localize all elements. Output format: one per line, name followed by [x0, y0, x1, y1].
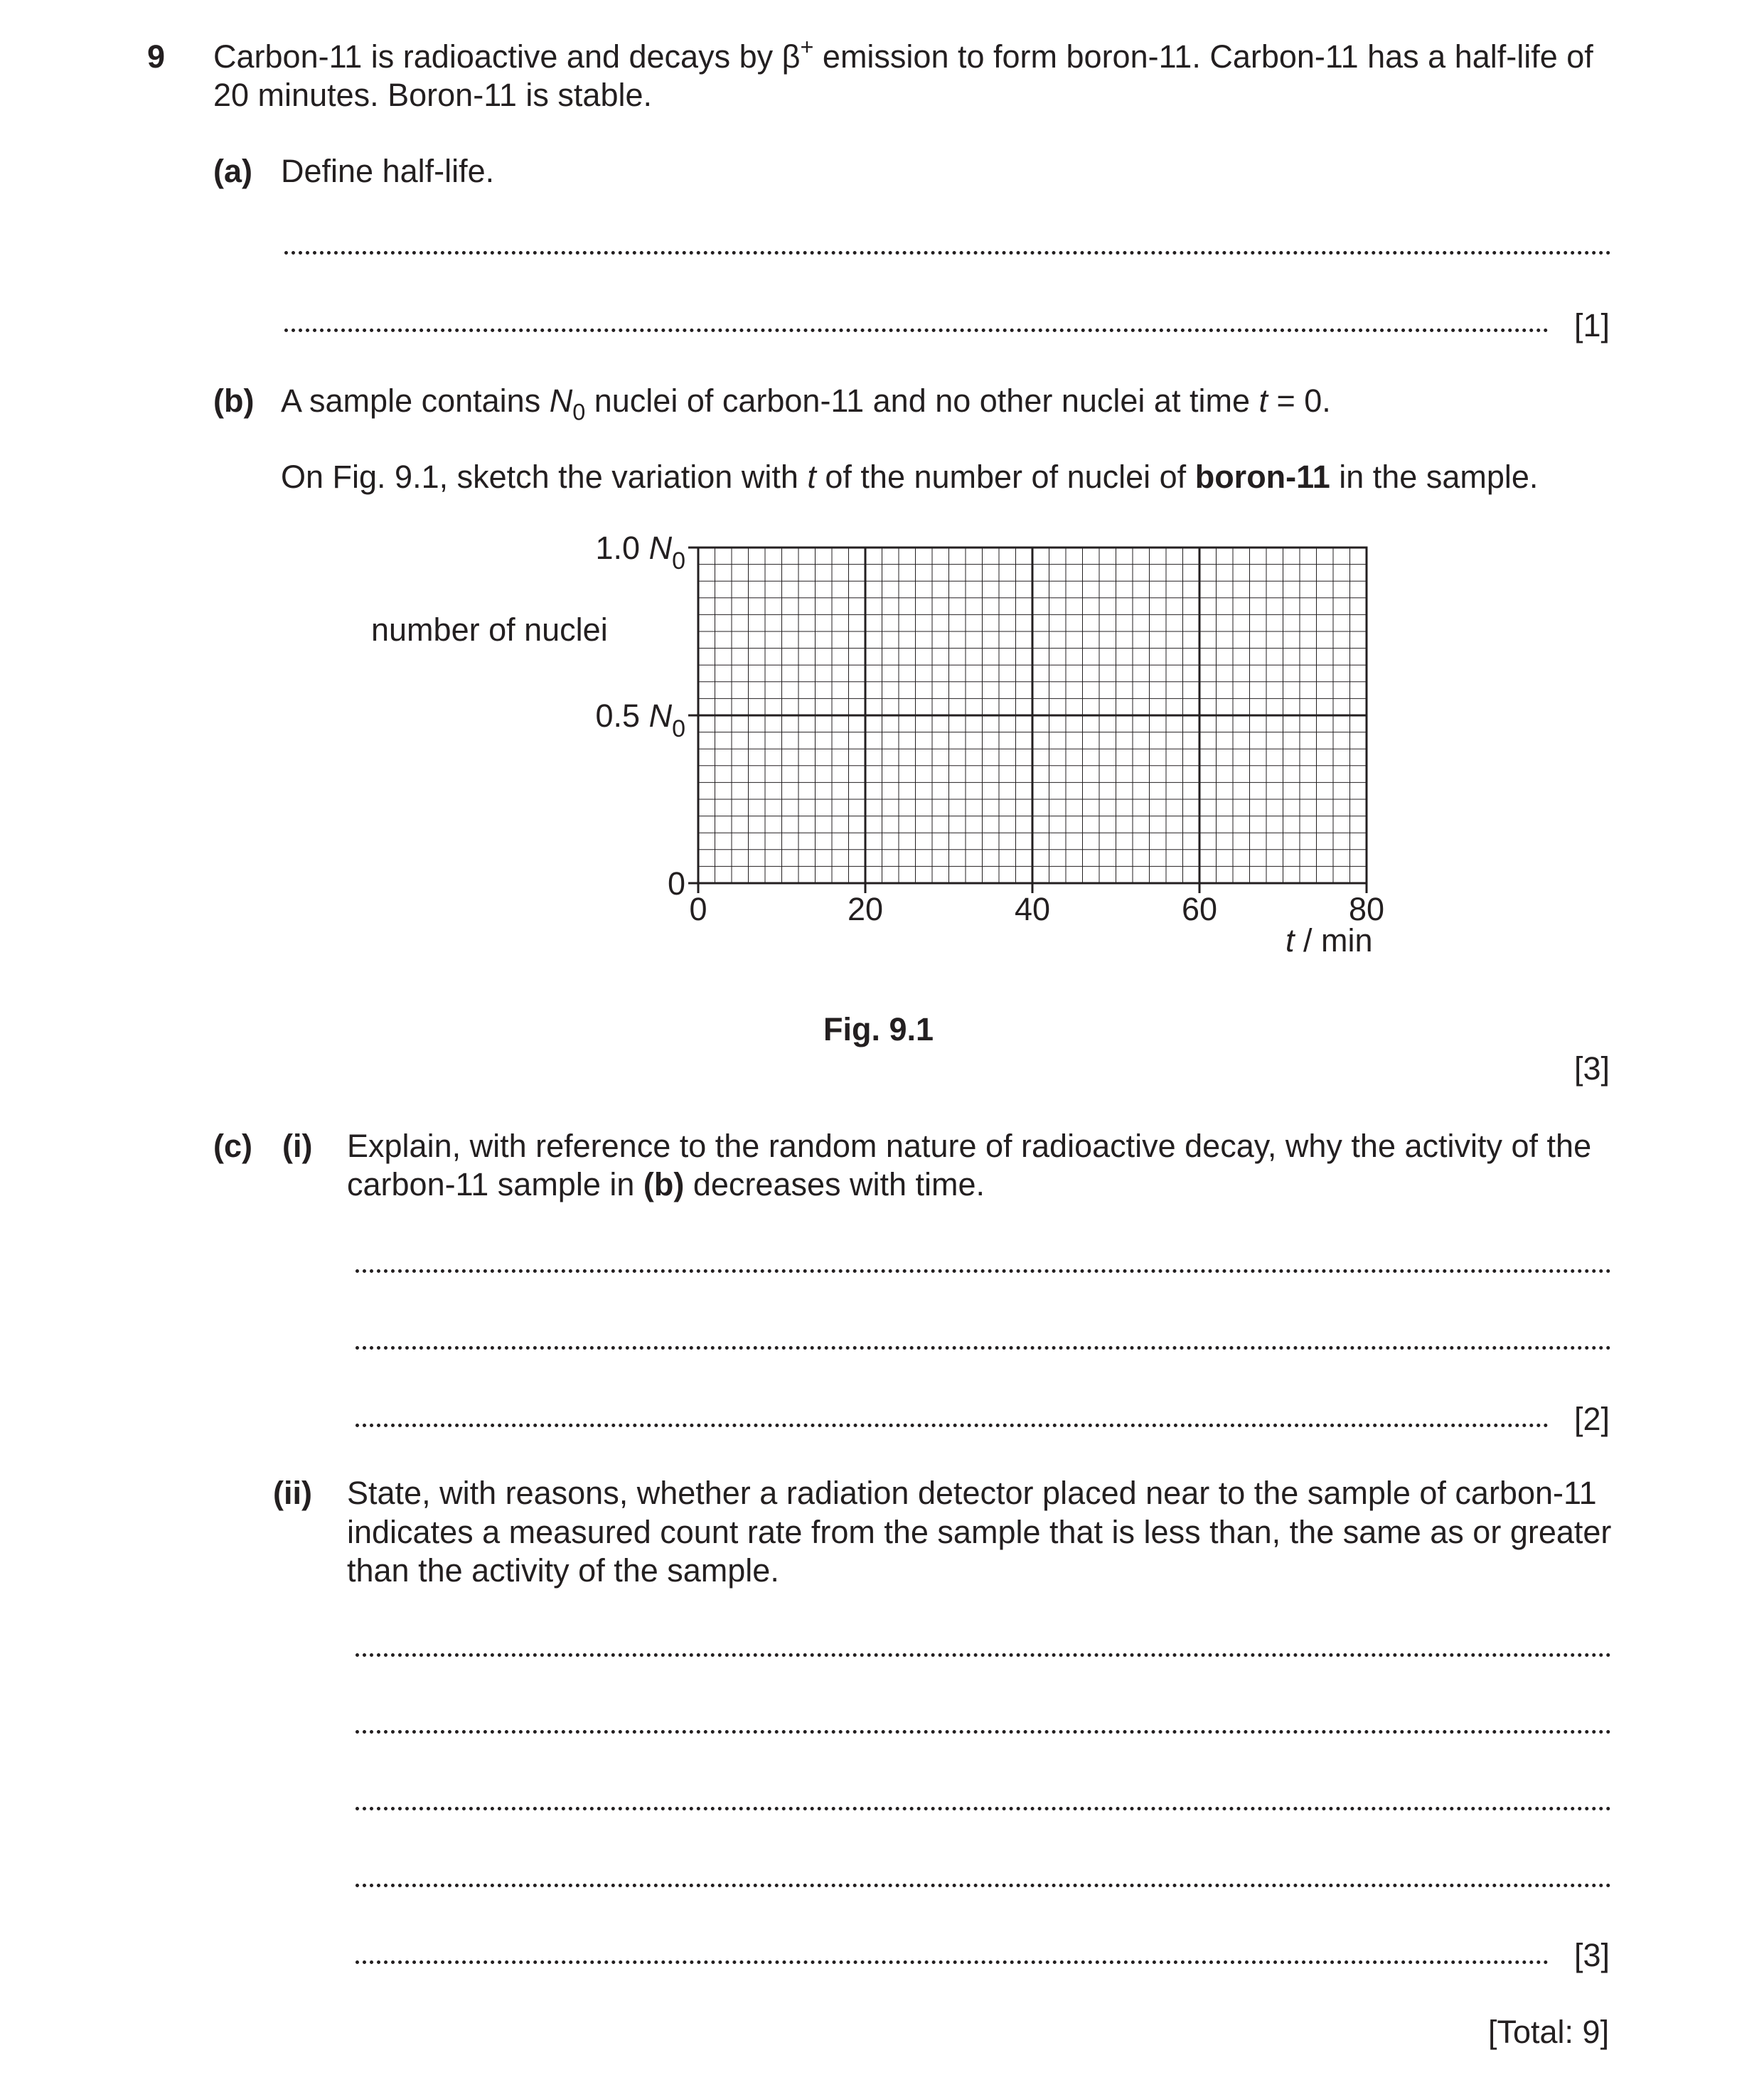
part-c-label: (c): [213, 1128, 252, 1164]
part-b-label: (b): [213, 383, 255, 419]
part-b-line2-b: of the number of nuclei of: [816, 459, 1195, 495]
intro-text-b: emission to form boron-11. Carbon-11 has a half-life of: [813, 38, 1593, 75]
part-a-prompt: Define half-life.: [281, 153, 495, 189]
part-b-line2-a: On Fig. 9.1, sketch the variation with: [281, 459, 808, 495]
part-c-i-label: (i): [282, 1128, 313, 1164]
answer-line-ci3[interactable]: [356, 1424, 1549, 1427]
fig-9-1-graph[interactable]: [0, 0, 1764, 996]
intro-text-a: Carbon-11 is radioactive and decays by β: [213, 38, 801, 75]
part-c-ii-line2: indicates a measured count rate from the sample that is less than, the same as or greater: [347, 1514, 1612, 1550]
figure-caption: Fig. 9.1: [823, 1011, 934, 1047]
boron-11-bold: boron-11: [1194, 459, 1330, 495]
t-symbol-2: t: [807, 459, 816, 495]
part-b-text-b: nuclei of carbon-11 and no other nuclei at time: [585, 383, 1259, 419]
t-symbol: t: [1258, 383, 1268, 419]
part-b-line2-c: in the sample.: [1330, 459, 1539, 495]
x-tick-label: 0: [689, 891, 707, 927]
y-tick-label: 0.5 $N_0$: [595, 698, 685, 742]
part-c-ii-line1: State, with reasons, whether a radiation detector placed near to the sample of carbon-11: [347, 1475, 1597, 1511]
answer-line-cii5[interactable]: [356, 1960, 1549, 1964]
part-c-ii-line3: than the activity of the sample.: [347, 1552, 779, 1589]
answer-line-ci2[interactable]: [356, 1346, 1611, 1350]
part-c-i-line2-b: decreases with time.: [684, 1166, 985, 1202]
part-c-i-ref-b: (b): [643, 1166, 685, 1202]
question-number: 9: [147, 38, 166, 75]
total-marks: [Total: 9]: [1488, 2014, 1610, 2050]
x-tick-label: 40: [1014, 891, 1051, 927]
part-c-i-line1: Explain, with reference to the random nature of radioactive decay, why the activity of the: [347, 1128, 1592, 1164]
part-c-i-marks: [2]: [1574, 1401, 1610, 1437]
y-tick-label: 0: [667, 865, 685, 902]
answer-line-cii3[interactable]: [356, 1807, 1611, 1810]
n-zero-subscript: 0: [572, 399, 586, 425]
beta-plus-sup: +: [800, 34, 814, 60]
part-a-marks: [1]: [1574, 307, 1610, 343]
x-tick-label: 80: [1348, 891, 1385, 927]
part-b-text-a: A sample contains: [281, 383, 550, 419]
part-b-marks: [3]: [1574, 1050, 1610, 1087]
x-tick-label: 60: [1181, 891, 1218, 927]
y-axis-label: number of nuclei: [371, 612, 608, 648]
part-c-ii-label: (ii): [273, 1475, 312, 1511]
question-intro-line2: 20 minutes. Boron-11 is stable.: [213, 77, 652, 113]
n-zero-symbol: N: [549, 383, 573, 419]
y-tick-label: 1.0 $N_0$: [595, 530, 685, 575]
x-tick-label: 20: [847, 891, 884, 927]
answer-line-cii2[interactable]: [356, 1730, 1611, 1734]
answer-line-ci1[interactable]: [356, 1269, 1611, 1273]
answer-line-cii1[interactable]: [356, 1653, 1611, 1657]
part-b-text-c: = 0.: [1268, 383, 1331, 419]
x-axis-label: t / min: [1285, 922, 1373, 959]
part-c-ii-marks: [3]: [1574, 1937, 1610, 1973]
part-a-label: (a): [213, 153, 252, 189]
part-c-i-line2-a: carbon-11 sample in: [347, 1166, 643, 1202]
part-c-i-line2: [347, 1165, 985, 1205]
answer-line-cii4[interactable]: [356, 1884, 1611, 1887]
